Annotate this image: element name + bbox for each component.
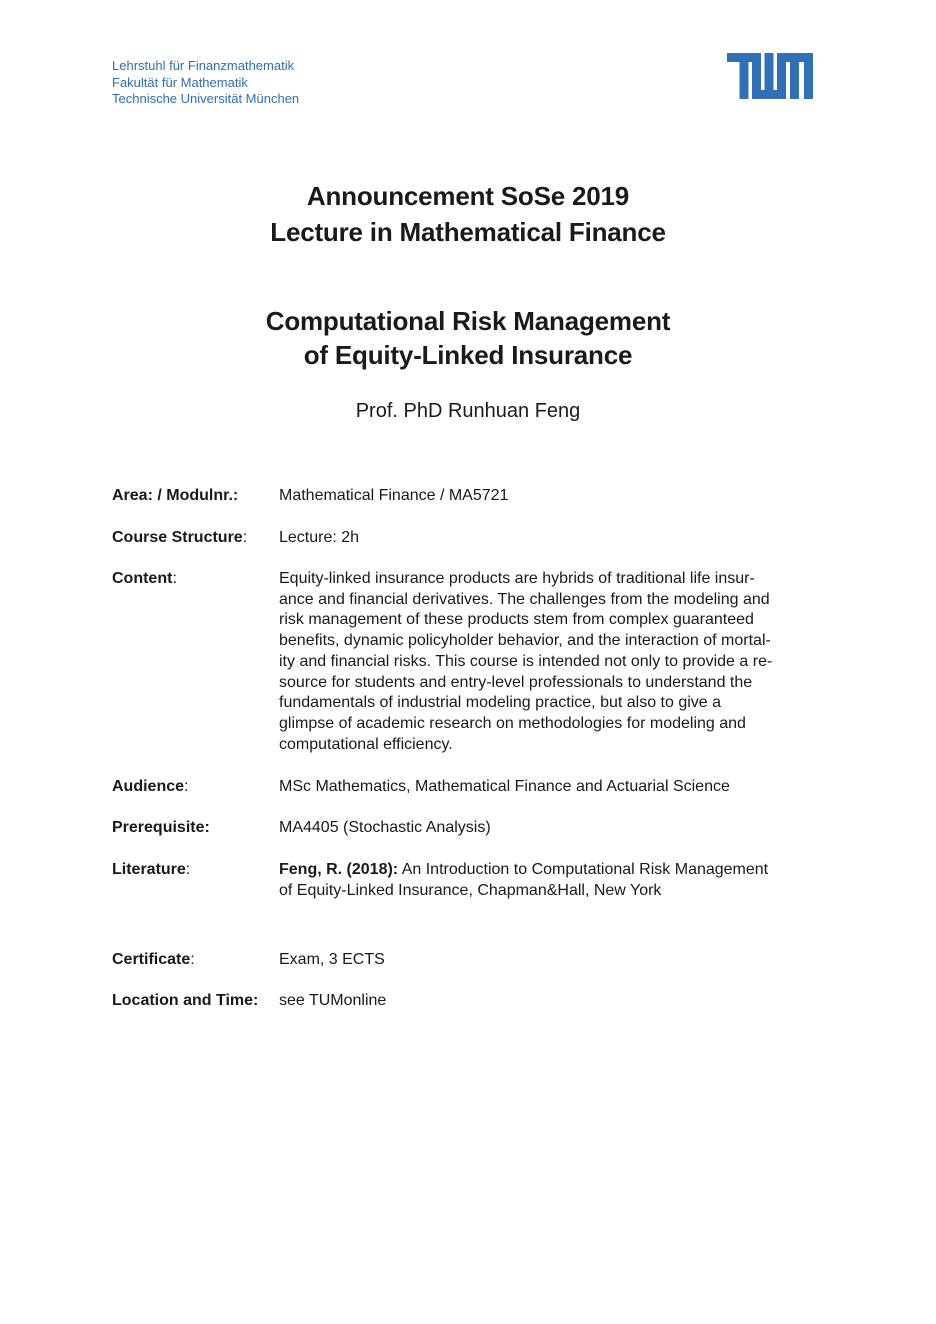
- course-title: [0, 304, 936, 372]
- content-text: [279, 569, 827, 755]
- content-line: benefits, dynamic policyholder behavior, and the interaction of mortal-: [279, 632, 771, 650]
- literature-title: An Introduction to Computational Risk Management: [398, 861, 769, 878]
- structure-value: Lecture: 2h: [279, 529, 360, 546]
- content-label: Content:: [112, 570, 177, 587]
- institution-header: [112, 58, 299, 108]
- tum-logo: [727, 53, 813, 99]
- literature-publisher: of Equity-Linked Insurance, Chapman&Hall, New York: [279, 881, 662, 899]
- prerequisite-label: Prerequisite:: [112, 819, 210, 836]
- content-line: fundamentals of industrial modeling practice, but also to give a: [279, 694, 722, 712]
- certificate-label: Certificate:: [112, 951, 195, 968]
- content-line: ity and financial risks. This course is intended not only to provide a re-: [279, 652, 773, 670]
- area-label: Area: / Modulnr.:: [112, 487, 239, 504]
- area-value: Mathematical Finance / MA5721: [279, 487, 509, 504]
- certificate-value: Exam, 3 ECTS: [279, 951, 385, 968]
- university-name: Technische Universität München: [112, 91, 300, 106]
- literature-label: Literature:: [112, 861, 191, 878]
- lecture-type-line: Lecture in Mathematical Finance: [270, 217, 666, 247]
- lecturer-name: Prof. PhD Runhuan Feng: [355, 400, 581, 422]
- literature-value: [279, 860, 827, 901]
- faculty-name: Fakultät für Mathematik: [112, 74, 248, 90]
- chair-name: Lehrstuhl für Finanzmathematik: [112, 58, 295, 73]
- announcement-line: Announcement SoSe 2019: [306, 181, 630, 211]
- audience-label: Audience:: [112, 778, 189, 795]
- content-line: glimpse of academic research on methodologies for modeling and: [279, 714, 746, 732]
- content-line: computational efficiency.: [279, 735, 453, 753]
- literature-author: Feng, R. (2018):: [279, 861, 399, 878]
- course-title-line1: Computational Risk Management: [265, 306, 671, 336]
- content-line: risk management of these products stem from complex guaranteed: [279, 611, 754, 629]
- prerequisite-value: MA4405 (Stochastic Analysis): [279, 819, 491, 836]
- structure-label: Course Structure:: [112, 529, 248, 546]
- content-line: Equity-linked insurance products are hybrids of traditional life insur-: [279, 570, 755, 587]
- location-label: Location and Time:: [112, 992, 259, 1009]
- audience-value: MSc Mathematics, Mathematical Finance and Actuarial Science: [279, 778, 730, 795]
- content-line: ance and financial derivatives. The challenges from the modeling and: [279, 590, 770, 608]
- course-title-line2: of Equity-Linked Insurance: [303, 340, 633, 370]
- announcement-title: [0, 178, 936, 250]
- location-value: see TUMonline: [279, 992, 387, 1009]
- content-line: source for students and entry-level professionals to understand the: [279, 673, 753, 691]
